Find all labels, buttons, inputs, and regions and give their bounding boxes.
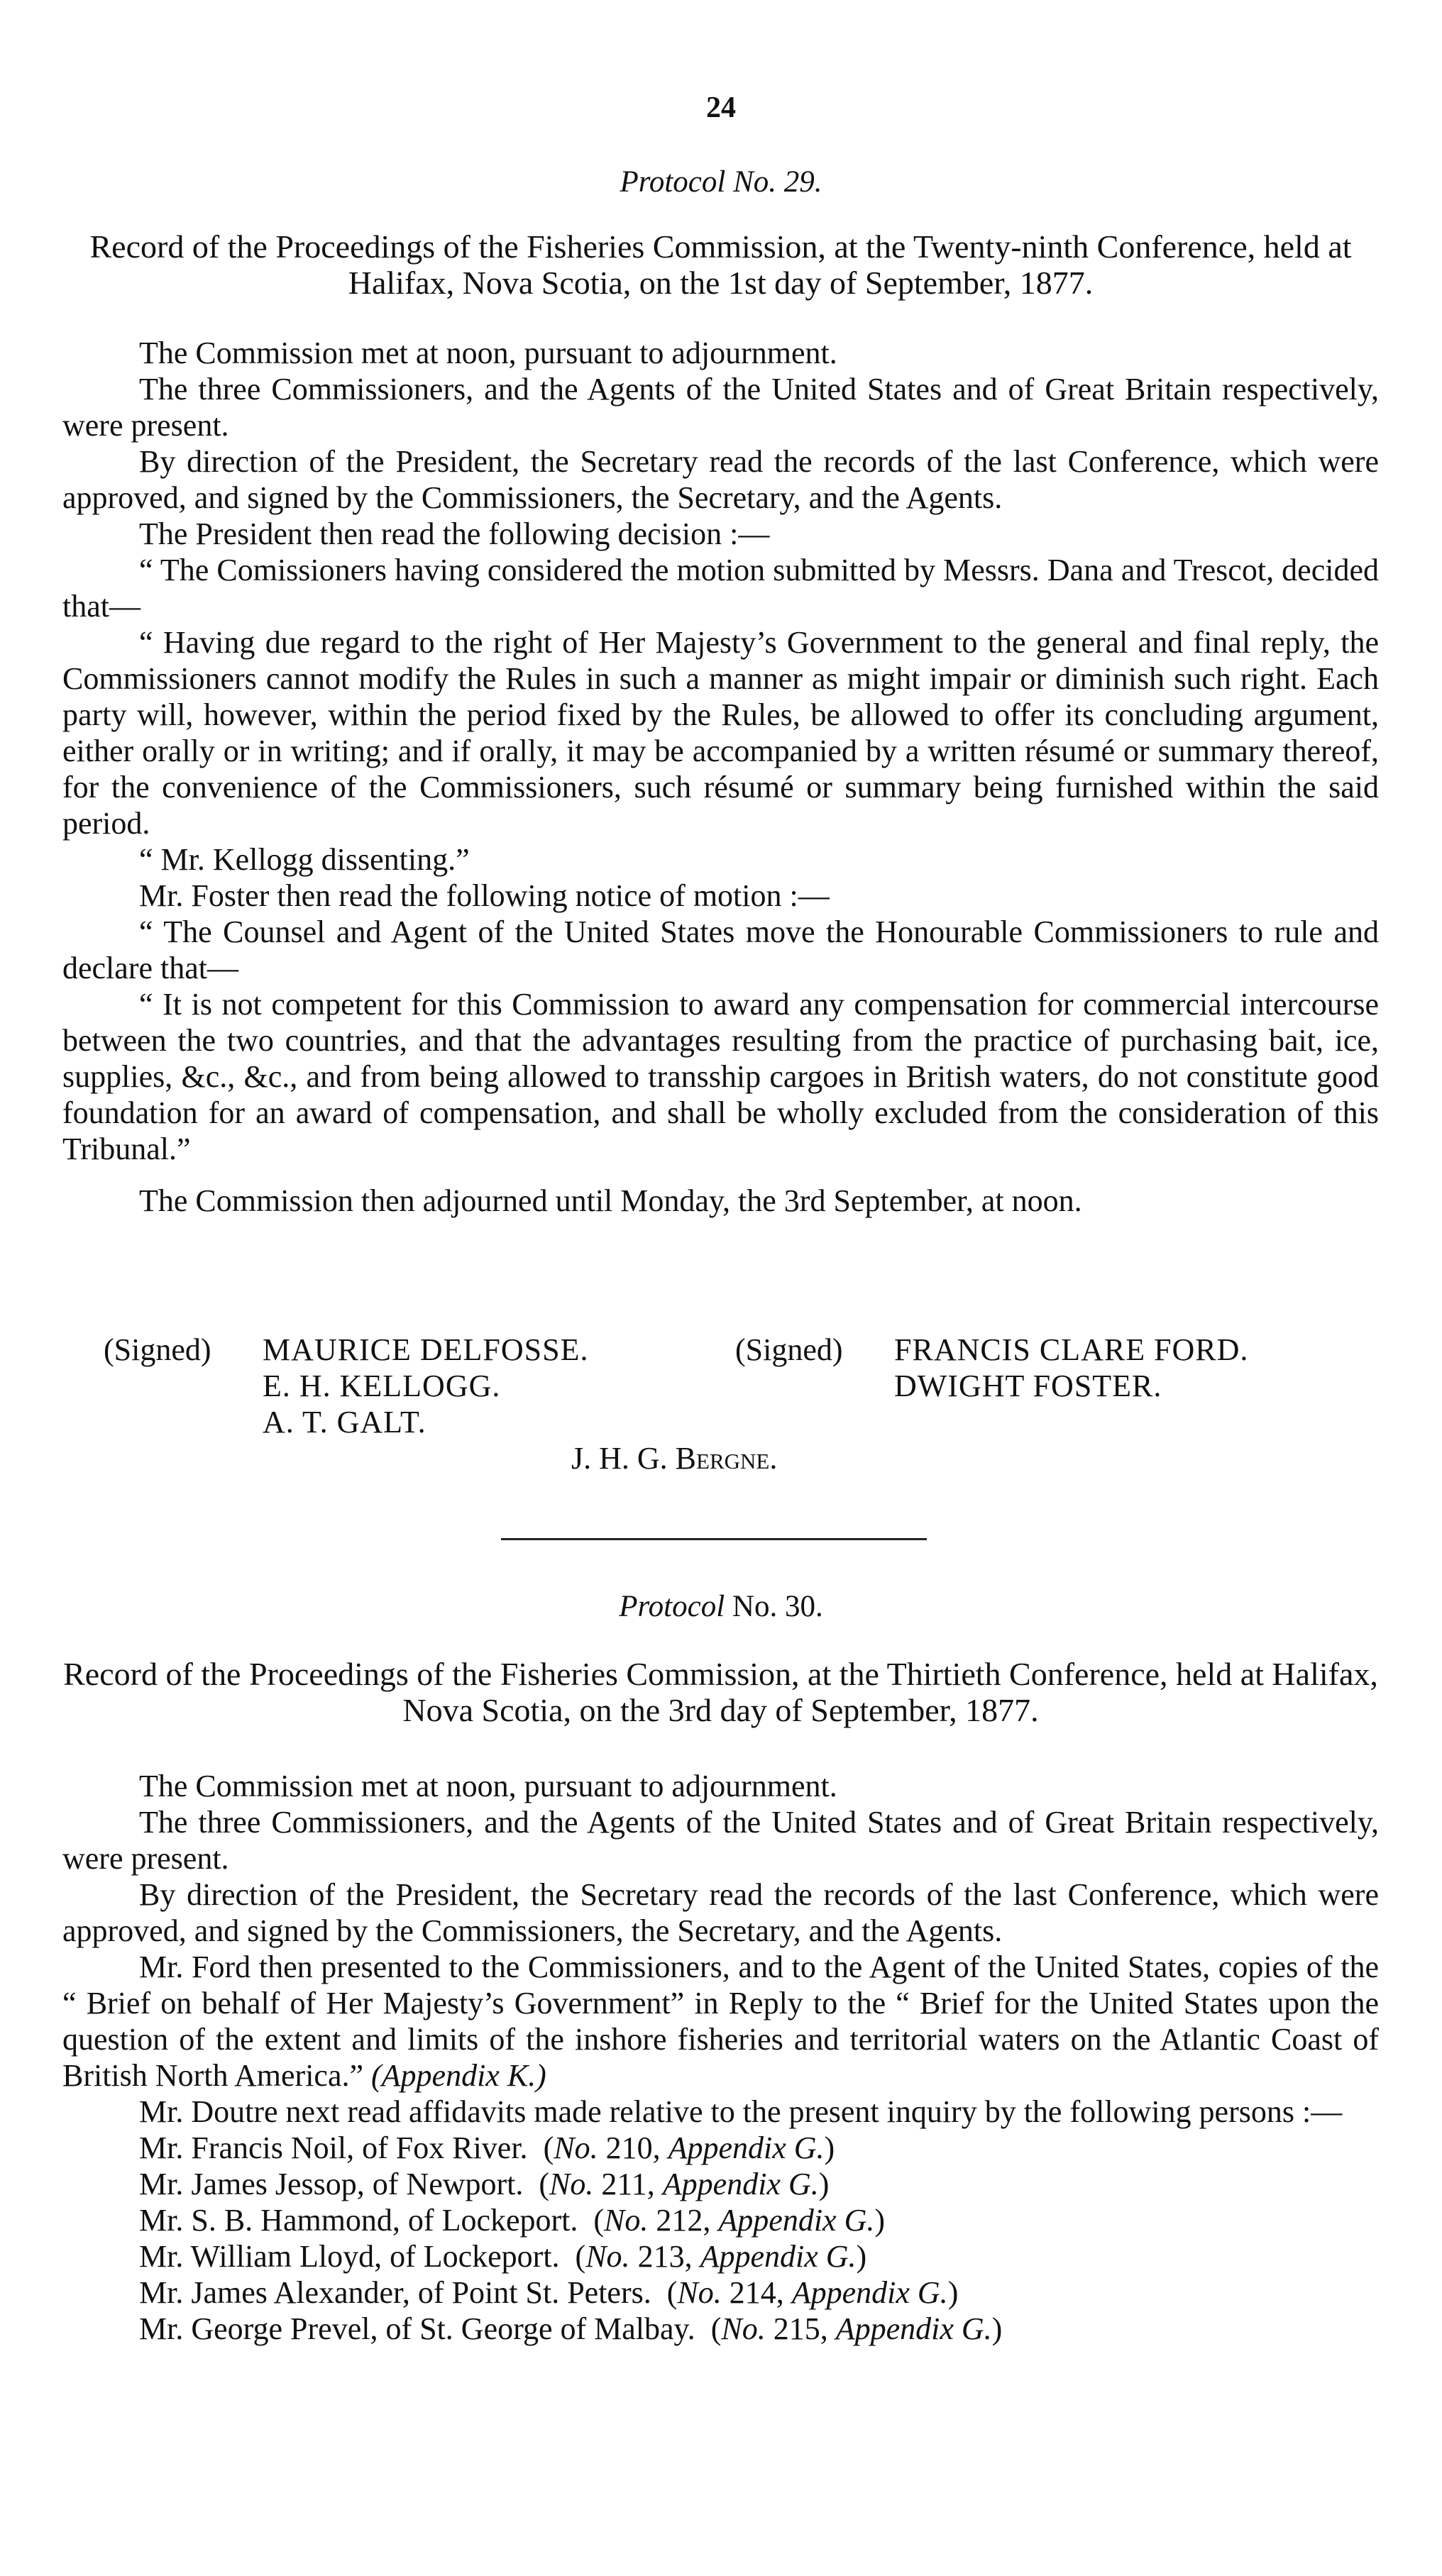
paragraph: Mr. Doutre next read affidavits made relative to the present inquiry by the following persons :— — [139, 2094, 1343, 2129]
affidavit-number: 214, — [729, 2275, 784, 2310]
affidavit-item: Mr. James Alexander, of Point St. Peters. (No. 214, Appendix G.) — [139, 2275, 959, 2310]
paragraph: “ The Comissioners having considered the motion submitted by Messrs. Dana and Trescot, decided that— — [62, 553, 1379, 624]
affidavit-name: Mr. Francis Noil, of Fox River. — [139, 2130, 528, 2165]
page-number: 24 — [706, 92, 736, 124]
affidavit-no: No. — [549, 2167, 594, 2201]
affidavit-name: Mr. James Alexander, of Point St. Peters. — [139, 2275, 651, 2310]
affidavit-number: 210, — [605, 2130, 661, 2165]
signed-label-right: (Signed) — [735, 1332, 843, 1367]
paragraph: “ Having due regard to the right of Her Majesty’s Government to the general and final reply, the Commissioners cannot modify the Rules in such a manner as might impair or diminish such right. Each party will, however, within the period fixed by the Rules, be allowed to offer its concluding argument, either orally or in writing; and if orally, it may be accompanied by a written résumé or summary thereof, for the convenience of the Commissioners, such résumé or summary being furnished within the said period. — [62, 625, 1379, 841]
paragraph: By direction of the President, the Secretary read the records of the last Conference, which were approved, and signed by the Commissioners, the Secretary, and the Agents. — [62, 1877, 1379, 1948]
protocol-30-title — [0, 1589, 1442, 1624]
affidavit-number: 215, — [773, 2311, 828, 2346]
protocol-29-title-no: No. 29. — [733, 165, 822, 199]
protocol-30-heading: Record of the Proceedings of the Fisheries Commission, at the Thirtieth Conference, held at Halifax, Nova Scotia, on the 3rd day of September, 1877. — [63, 1656, 1378, 1728]
paragraph: “ The Counsel and Agent of the United States move the Honourable Commissioners to rule and declare that— — [62, 914, 1379, 985]
signatory-name: E. H. KELLOGG. — [263, 1369, 501, 1403]
protocol-30-title-prefix: Protocol — [619, 1590, 725, 1623]
affidavit-item: Mr. James Jessop, of Newport. (No. 211, Appendix G.) — [139, 2167, 830, 2201]
protocol-30-body — [62, 1768, 1379, 2347]
affidavit-no: No. — [604, 2203, 649, 2238]
affidavit-no: No. — [554, 2130, 598, 2165]
affidavit-no: No. — [677, 2275, 722, 2310]
signatory-name: FRANCIS CLARE FORD. — [894, 1332, 1249, 1367]
affidavit-number: 211, — [601, 2167, 655, 2201]
affidavit-name: Mr. James Jessop, of Newport. — [139, 2167, 524, 2201]
paragraph: The Commission then adjourned until Monday, the 3rd September, at noon. — [139, 1183, 1082, 1218]
protocol-29-title-prefix: Protocol — [620, 165, 726, 199]
signatory-name: MAURICE DELFOSSE. — [263, 1332, 589, 1367]
affidavit-item: Mr. S. B. Hammond, of Lockeport. (No. 212, Appendix G.) — [139, 2203, 885, 2238]
paragraph: “ It is not competent for this Commission to award any compensation for commercial intercourse between the two countries, and that the advantages resulting from the practice of purchasing bait, ice, supplies, &c., &c., and from being allowed to transship cargoes in British waters, do not constitute good foundation for an award of compensation, and shall be wholly excluded from the consideration of this Tribunal.” — [62, 987, 1379, 1166]
affidavit-appendix: Appendix G. — [835, 2311, 992, 2346]
affidavit-appendix: Appendix G. — [718, 2203, 875, 2238]
affidavit-item: Mr. George Prevel, of St. George of Malbay. (No. 215, Appendix G.) — [139, 2311, 1003, 2346]
affidavit-item: Mr. Francis Noil, of Fox River. (No. 210, Appendix G.) — [139, 2130, 835, 2165]
affidavit-number: 212, — [656, 2203, 711, 2238]
protocol-30-title-no: No. 30. — [732, 1590, 823, 1623]
paragraph: Mr. Foster then read the following notice of motion :— — [139, 878, 830, 913]
paragraph: The Commission met at noon, pursuant to adjournment. — [139, 336, 837, 370]
appendix-reference: (Appendix K.) — [371, 2058, 546, 2093]
signed-label-left: (Signed) — [104, 1332, 211, 1367]
affidavit-no: No. — [721, 2311, 766, 2346]
affidavit-name: Mr. William Lloyd, of Lockeport. — [139, 2239, 560, 2274]
protocol-29-heading: Record of the Proceedings of the Fisheries Commission, at the Twenty-ninth Conference, held at Halifax, Nova Scotia, on the 1st day of September, 1877. — [89, 228, 1352, 301]
protocol-29-body — [62, 335, 1379, 1219]
paragraph: The three Commissioners, and the Agents of the United States and of Great Britain respectively, were present. — [62, 1805, 1379, 1876]
paragraph: By direction of the President, the Secretary read the records of the last Conference, which were approved, and signed by the Commissioners, the Secretary, and the Agents. — [62, 444, 1379, 515]
affidavit-appendix: Appendix G. — [668, 2130, 825, 2165]
paragraph: The President then read the following decision :— — [139, 516, 770, 551]
affidavit-appendix: Appendix G. — [662, 2167, 819, 2201]
protocol-29-title — [0, 165, 1442, 199]
paragraph — [62, 1949, 1379, 2094]
affidavit-appendix: Appendix G. — [791, 2275, 948, 2310]
affidavit-item: Mr. William Lloyd, of Lockeport. (No. 213, Appendix G.) — [139, 2239, 867, 2274]
secretary-signature: J. H. G. Bergne. — [571, 1441, 778, 1476]
signatory-name: A. T. GALT. — [263, 1405, 426, 1439]
affidavit-no: No. — [585, 2239, 630, 2274]
ford-paragraph-text: Mr. Ford then presented to the Commissioners, and to the Agent of the United States, copies of the “ Brief on behalf of Her Majesty’s Government” in Reply to the “ Brief for the United States upon the question of the extent and limits of the inshore fisheries and territorial waters on the Atlantic Coast of British North America.” — [62, 1950, 1379, 2093]
affidavit-name: Mr. S. B. Hammond, of Lockeport. — [139, 2203, 578, 2238]
affidavit-appendix: Appendix G. — [700, 2239, 857, 2274]
affidavit-name: Mr. George Prevel, of St. George of Malbay. — [139, 2311, 695, 2346]
affidavit-number: 213, — [637, 2239, 693, 2274]
paragraph: “ Mr. Kellogg dissenting.” — [139, 842, 470, 877]
paragraph: The three Commissioners, and the Agents of the United States and of Great Britain respectively, were present. — [62, 372, 1379, 443]
signatory-name: DWIGHT FOSTER. — [894, 1369, 1162, 1403]
paragraph: The Commission met at noon, pursuant to adjournment. — [139, 1769, 837, 1803]
section-divider — [501, 1538, 927, 1540]
